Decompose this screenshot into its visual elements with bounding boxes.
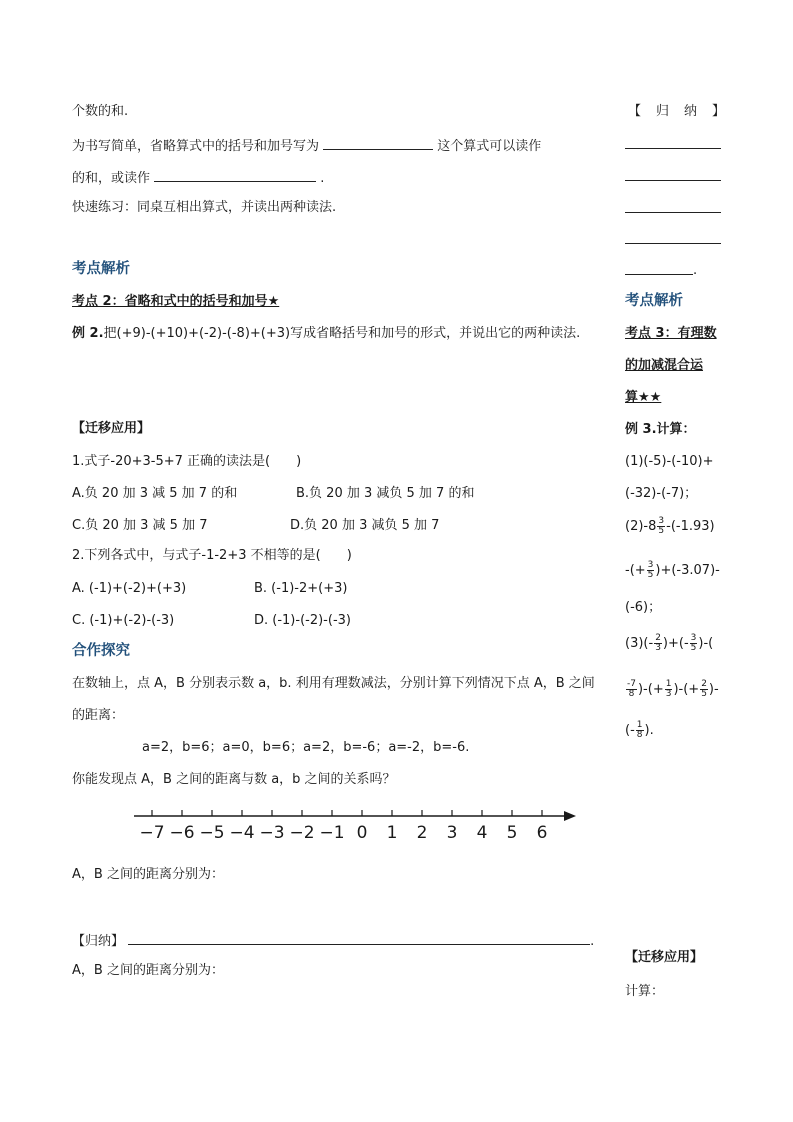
coop-text-1: 在数轴上，点 A，B 分别表示数 a，b. 利用有理数减法，分别计算下列情况下点 A，B 之间 [72, 676, 595, 691]
fraction-2-3 [654, 634, 662, 653]
frac-den: 5 [658, 526, 665, 536]
frac-num: -7 [627, 679, 636, 689]
side-p2-text-a: (2)-8 [625, 519, 657, 534]
side-p3-l2 [625, 680, 719, 699]
point2-title: 考点 2：省略和式中的括号和加号★ [72, 294, 280, 309]
number-line-label: 0 [356, 823, 368, 843]
text-read-end: . [320, 171, 325, 186]
side-p3-text-a: (3)(- [625, 636, 654, 651]
side-p3-l1 [625, 634, 713, 653]
side-point3-l1: 考点 3：有理数 [625, 326, 717, 341]
side-point3-l3: 算★★ [625, 390, 662, 405]
text-quick-practice: 快速练习：同桌互相出算式，并读出两种读法. [72, 200, 337, 215]
fraction-3-5-c [690, 634, 698, 653]
text-simplify-b: 这个算式可以读作 [437, 139, 542, 154]
q1-option-c[interactable]: C.负 20 加 3 减 5 加 7 [72, 518, 208, 533]
text-simplify-line [72, 137, 541, 153]
side-p3-text-b: )+(- [662, 636, 689, 651]
text-read-a: 的和，或读作 [72, 171, 151, 186]
number-line-label: −2 [289, 823, 315, 843]
side-p2-l3: (-6)； [625, 600, 662, 615]
frac-den: 8 [636, 730, 643, 740]
number-line-label: −5 [199, 823, 225, 843]
frac-den: 5 [701, 689, 707, 699]
heading-transfer: 【迁移应用】 [72, 421, 151, 436]
number-line-label: −3 [259, 823, 285, 843]
coop-text-2: 的距离： [72, 708, 125, 723]
side-blank-3[interactable] [625, 212, 721, 213]
side-transfer-heading: 【迁移应用】 [625, 950, 704, 965]
heading-cooperative: 合作探究 [72, 643, 130, 659]
text-read-line [72, 169, 324, 185]
number-line-label: 2 [416, 823, 428, 843]
side-p3-text-g: (- [625, 723, 635, 738]
side-p2-text-b: -(-1.93) [666, 519, 715, 534]
side-example3: 例 3.计算： [625, 422, 696, 437]
number-line-ticks [139, 810, 547, 843]
fraction-1-3 [665, 680, 673, 699]
summary-line [72, 932, 594, 948]
side-blank-4[interactable] [625, 243, 721, 244]
q2-option-d[interactable]: D. (-1)-(-2)-(-3) [254, 613, 351, 628]
side-summary-heading: 【 归 纳 】 [628, 104, 727, 119]
number-line [132, 806, 582, 846]
fraction-3-5-b [647, 561, 655, 580]
frac-den: 3 [665, 689, 672, 699]
number-line-label: 3 [446, 823, 458, 843]
question-2: 2.下列各式中，与式子-1-2+3 不相等的是( ) [72, 548, 352, 563]
side-heading-analysis: 考点解析 [625, 293, 683, 309]
frac-num: 2 [655, 633, 661, 643]
example2 [72, 327, 580, 340]
text-simplify-a: 为书写简单，省略算式中的括号和加号写为 [72, 139, 320, 154]
summary-end: . [590, 934, 595, 949]
side-p2-l1 [625, 517, 715, 536]
side-p1-l1: (1)(-5)-(-10)+ [625, 454, 714, 469]
number-line-label: 6 [536, 823, 548, 843]
number-line-label: 1 [386, 823, 398, 843]
fraction-minus7-8 [626, 680, 637, 699]
relation-question: 你能发现点 A，B 之间的距离与数 a，b 之间的关系吗？ [72, 772, 396, 787]
question-1: 1.式子-20+3-5+7 正确的读法是( ) [72, 454, 302, 469]
heading-analysis: 考点解析 [72, 261, 130, 277]
side-p2-text-c: -(+ [625, 563, 646, 578]
q2-option-c[interactable]: C. (-1)+(-2)-(-3) [72, 613, 175, 628]
side-blank-5[interactable] [625, 274, 693, 275]
example2-text: 把(+9)-(+10)+(-2)-(-8)+(+3)写成省略括号和加号的形式，并说出它的两种读法. [103, 326, 581, 341]
side-p3-text-d: )-(+ [637, 682, 664, 697]
q1-option-d[interactable]: D.负 20 加 3 减负 5 加 7 [290, 518, 440, 533]
frac-num: 3 [690, 633, 697, 643]
number-line-arrow [564, 811, 576, 821]
number-line-label: −6 [169, 823, 195, 843]
fill-blank-summary[interactable] [128, 932, 590, 945]
text-sum-of-numbers: 个数的和. [72, 104, 129, 119]
side-p1-l2: (-32)-(-7)； [625, 486, 698, 501]
coop-cases: a=2，b=6；a=0，b=6；a=2，b=-6；a=-2，b=-6. [142, 740, 470, 755]
distance-answer-1: A，B 之间的距离分别为： [72, 867, 224, 882]
frac-num: 1 [665, 679, 672, 689]
side-point3-l2: 的加减混合运 [625, 358, 704, 373]
summary-label: 【归纳】 [72, 934, 125, 949]
number-line-label: 5 [506, 823, 518, 843]
side-blank-1[interactable] [625, 148, 721, 149]
side-p3-text-f: )- [708, 682, 719, 697]
q1-option-a[interactable]: A.负 20 加 3 减 5 加 7 的和 [72, 486, 238, 501]
number-line-label: −7 [139, 823, 165, 843]
number-line-label: 4 [476, 823, 488, 843]
side-p2-text-d: )+(-3.07)- [655, 563, 720, 578]
frac-den: 3 [655, 643, 661, 653]
fill-blank-simplified[interactable] [323, 137, 433, 150]
side-p3-text-e: )-(+ [673, 682, 700, 697]
number-line-label: −4 [229, 823, 255, 843]
number-line-label: −1 [319, 823, 345, 843]
side-p3-l3 [625, 721, 654, 740]
fill-blank-reading[interactable] [154, 169, 316, 182]
frac-num: 3 [647, 560, 654, 570]
frac-den: 5 [690, 643, 697, 653]
side-blank-2[interactable] [625, 180, 721, 181]
frac-num: 3 [658, 516, 665, 526]
fraction-2-5 [700, 680, 708, 699]
side-p3-text-h: ). [644, 723, 654, 738]
q1-option-b[interactable]: B.负 20 加 3 减负 5 加 7 的和 [296, 486, 475, 501]
frac-den: 8 [628, 689, 635, 699]
side-calc: 计算： [625, 984, 665, 999]
side-blank-end: . [693, 263, 698, 278]
frac-num: 1 [636, 720, 643, 730]
frac-den: 5 [647, 570, 654, 580]
side-p2-l2 [625, 561, 720, 580]
frac-num: 2 [701, 679, 707, 689]
fraction-3-5 [657, 517, 665, 536]
fraction-1-8 [636, 721, 644, 740]
distance-answer-2: A，B 之间的距离分别为： [72, 963, 224, 978]
side-p3-text-c: )-( [698, 636, 714, 651]
q2-option-b[interactable]: B. (-1)-2+(+3) [254, 581, 348, 596]
example2-label: 例 2. [72, 326, 104, 341]
q2-option-a[interactable]: A. (-1)+(-2)+(+3) [72, 581, 187, 596]
